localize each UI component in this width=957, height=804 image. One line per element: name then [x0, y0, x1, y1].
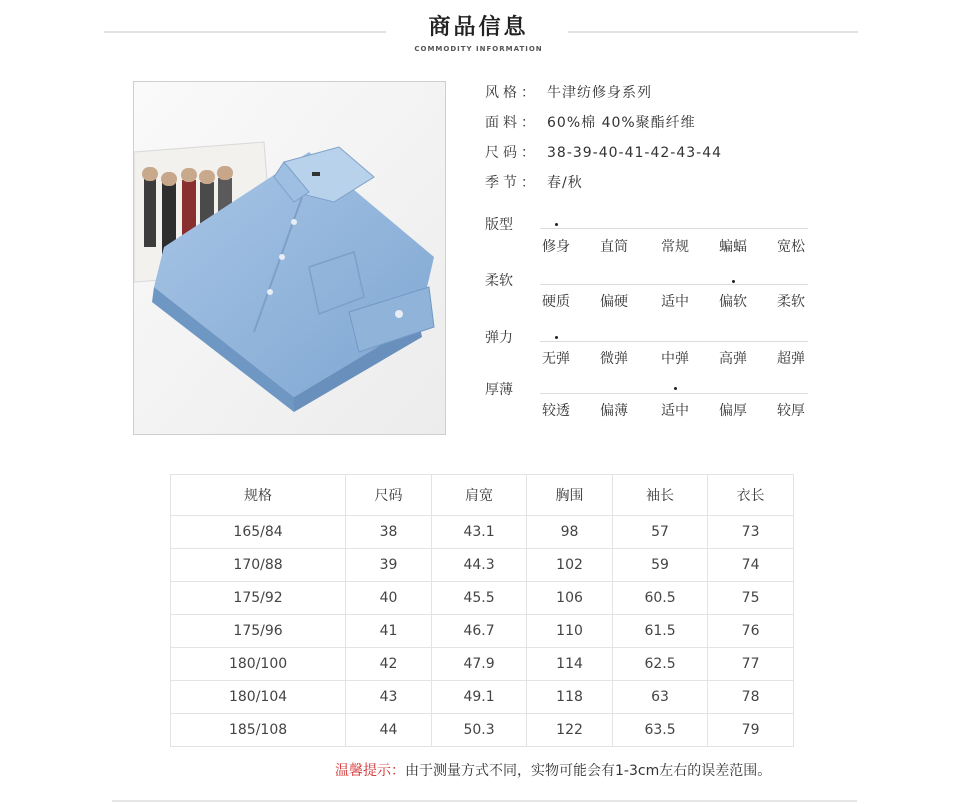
attr-size: [485, 142, 722, 162]
attr-value: 牛津纺修身系列: [547, 85, 652, 101]
table-cell: 98: [527, 516, 613, 549]
column-header: 袖长: [612, 475, 707, 516]
scale-option: 蝙蝠: [719, 239, 747, 255]
table-cell: 180/100: [171, 648, 346, 681]
table-row: [171, 648, 794, 681]
table-cell: 175/92: [171, 582, 346, 615]
table-row: [171, 615, 794, 648]
table-cell: 75: [708, 582, 794, 615]
table-cell: 38: [346, 516, 432, 549]
table-cell: 59: [612, 549, 707, 582]
section-header: [0, 10, 957, 53]
scale-label-elasticity: 弹力: [485, 330, 513, 346]
scale-option: 无弹: [542, 351, 570, 367]
table-cell: 122: [527, 714, 613, 747]
table-cell: 62.5: [612, 648, 707, 681]
table-cell: 45.5: [431, 582, 526, 615]
scale-line-elasticity: [540, 341, 808, 342]
section-title: 商品信息: [428, 15, 529, 40]
scale-option: 偏薄: [600, 403, 628, 419]
scale-option: 修身: [542, 239, 570, 255]
scale-option: 适中: [661, 294, 689, 310]
table-row: [171, 582, 794, 615]
scale-option: 微弹: [600, 351, 628, 367]
scale-option: 中弹: [661, 351, 689, 367]
table-cell: 76: [708, 615, 794, 648]
table-header-row: [171, 475, 794, 516]
table-cell: 43.1: [431, 516, 526, 549]
table-row: [171, 516, 794, 549]
table-cell: 42: [346, 648, 432, 681]
attr-value: 春/秋: [547, 175, 583, 191]
scale-option: 宽松: [777, 239, 805, 255]
scale-option: 柔软: [777, 294, 805, 310]
scale-label-softness: 柔软: [485, 273, 513, 289]
table-cell: 50.3: [431, 714, 526, 747]
table-cell: 40: [346, 582, 432, 615]
size-table: [170, 474, 794, 747]
table-cell: 61.5: [612, 615, 707, 648]
table-row: [171, 681, 794, 714]
table-cell: 180/104: [171, 681, 346, 714]
table-row: [171, 549, 794, 582]
table-cell: 63.5: [612, 714, 707, 747]
scale-option: 适中: [661, 403, 689, 419]
table-cell: 49.1: [431, 681, 526, 714]
table-cell: 170/88: [171, 549, 346, 582]
table-cell: 102: [527, 549, 613, 582]
product-photo: [133, 81, 446, 435]
table-cell: 106: [527, 582, 613, 615]
table-cell: 175/96: [171, 615, 346, 648]
table-cell: 41: [346, 615, 432, 648]
table-cell: 165/84: [171, 516, 346, 549]
scale-option: 常规: [661, 239, 689, 255]
scale-label-fit: 版型: [485, 217, 513, 233]
table-cell: 46.7: [431, 615, 526, 648]
attr-label: 季节：: [485, 175, 539, 191]
scale-option: 偏软: [719, 294, 747, 310]
scale-line-softness: [540, 284, 808, 285]
tip-label: 温馨提示：: [335, 763, 405, 779]
table-cell: 39: [346, 549, 432, 582]
table-cell: 77: [708, 648, 794, 681]
scale-marker-thickness: [674, 387, 677, 390]
table-cell: 57: [612, 516, 707, 549]
column-header: 衣长: [708, 475, 794, 516]
scale-line-thickness: [540, 393, 808, 394]
scale-label-thickness: 厚薄: [485, 382, 513, 398]
scale-option: 较厚: [777, 403, 805, 419]
column-header: 胸围: [527, 475, 613, 516]
table-cell: 110: [527, 615, 613, 648]
scale-option: 较透: [542, 403, 570, 419]
scale-marker-softness: [732, 280, 735, 283]
table-cell: 63: [612, 681, 707, 714]
attr-style: [485, 82, 652, 102]
scale-option: 偏硬: [600, 294, 628, 310]
column-header: 规格: [171, 475, 346, 516]
scale-option: 直筒: [600, 239, 628, 255]
measurement-tip: [335, 760, 771, 780]
column-header: 肩宽: [431, 475, 526, 516]
attr-season: [485, 172, 583, 192]
table-cell: 43: [346, 681, 432, 714]
table-cell: 73: [708, 516, 794, 549]
scale-option: 偏厚: [719, 403, 747, 419]
attr-value: 60%棉 40%聚酯纤维: [547, 115, 696, 131]
table-cell: 114: [527, 648, 613, 681]
attr-fabric: [485, 112, 696, 132]
table-cell: 79: [708, 714, 794, 747]
table-cell: 118: [527, 681, 613, 714]
table-cell: 60.5: [612, 582, 707, 615]
table-cell: 78: [708, 681, 794, 714]
shirt-illustration: [134, 82, 445, 434]
section-subtitle: COMMODITY INFORMATION: [414, 45, 543, 53]
table-row: [171, 714, 794, 747]
tip-text: 由于测量方式不同，实物可能会有1-3cm左右的误差范围。: [405, 763, 772, 779]
scale-marker-elasticity: [555, 336, 558, 339]
column-header: 尺码: [346, 475, 432, 516]
table-cell: 185/108: [171, 714, 346, 747]
scale-line-fit: [540, 228, 808, 229]
table-cell: 47.9: [431, 648, 526, 681]
footer-divider: [112, 800, 857, 802]
table-cell: 44.3: [431, 549, 526, 582]
attr-label: 尺码：: [485, 145, 539, 161]
attr-label: 风格：: [485, 85, 539, 101]
table-cell: 44: [346, 714, 432, 747]
attr-label: 面料：: [485, 115, 539, 131]
scale-option: 超弹: [777, 351, 805, 367]
scale-option: 高弹: [719, 351, 747, 367]
attr-value: 38-39-40-41-42-43-44: [547, 145, 723, 161]
scale-marker-fit: [555, 223, 558, 226]
scale-option: 硬质: [542, 294, 570, 310]
table-cell: 74: [708, 549, 794, 582]
